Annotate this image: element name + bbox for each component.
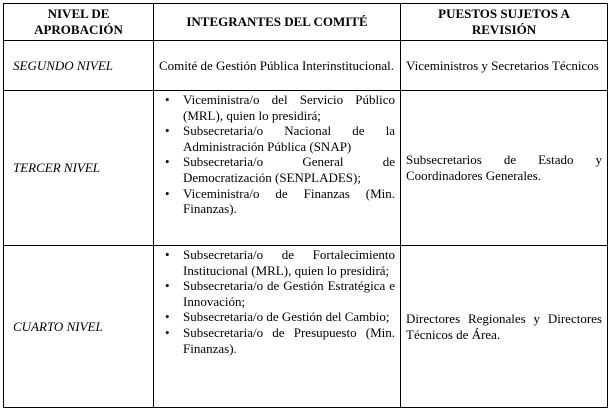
list-item bbox=[165, 309, 395, 325]
level-cell: TERCER NIVEL bbox=[4, 91, 154, 246]
level-cell: CUARTO NIVEL bbox=[4, 246, 154, 408]
members-list bbox=[159, 92, 395, 217]
list-item-text: Viceministra/o de Finanzas (Min. Finanzas). bbox=[183, 185, 395, 217]
posts-cell: Subsecretarios de Estado y Coordinadores Generales. bbox=[401, 91, 608, 246]
bullet-icon: • bbox=[165, 309, 170, 325]
list-item-text: Subsecretaria/o de Gestión Estratégica e Innovación; bbox=[183, 278, 395, 309]
bullet-icon: • bbox=[165, 247, 170, 262]
bullet-icon: • bbox=[165, 92, 170, 107]
list-item-text: Subsecretaria/o General de Democratización (SENPLADES); bbox=[183, 154, 395, 185]
list-item bbox=[165, 92, 395, 123]
list-item bbox=[165, 154, 395, 185]
list-item-text: Subsecretaria/o de Presupuesto (Min. Finanzas). bbox=[183, 324, 395, 356]
list-item-text: Viceministra/o del Servicio Público (MRL), quien lo presidirá; bbox=[183, 92, 395, 123]
table-header-row bbox=[4, 4, 608, 41]
posts-cell: Directores Regionales y Directores Técnicos de Área. bbox=[401, 246, 608, 408]
members-cell bbox=[154, 91, 401, 246]
committee-table bbox=[3, 3, 608, 408]
bullet-icon: • bbox=[165, 278, 170, 294]
members-cell: Comité de Gestión Pública Interinstitucional. bbox=[154, 41, 401, 91]
bullet-icon: • bbox=[165, 324, 170, 340]
list-item bbox=[165, 278, 395, 309]
table-row bbox=[4, 91, 608, 246]
bullet-icon: • bbox=[165, 154, 170, 170]
bullet-icon: • bbox=[165, 185, 170, 201]
header-posts-under-review: PUESTOS SUJETOS A REVISIÓN bbox=[401, 4, 608, 41]
list-item-text: Subsecretaria/o de Fortalecimiento Institucional (MRL), quien lo presidirá; bbox=[183, 247, 395, 278]
bullet-icon: • bbox=[165, 123, 170, 139]
table-row bbox=[4, 41, 608, 91]
members-cell bbox=[154, 246, 401, 408]
members-list bbox=[159, 247, 395, 356]
list-item-text: Subsecretaria/o de Gestión del Cambio; bbox=[183, 309, 390, 325]
header-committee-members: INTEGRANTES DEL COMITÉ bbox=[154, 4, 401, 41]
list-item bbox=[165, 123, 395, 154]
list-item bbox=[165, 324, 395, 356]
posts-cell: Viceministros y Secretarios Técnicos bbox=[401, 41, 608, 91]
header-approval-level: NIVEL DE APROBACIÓN bbox=[4, 4, 154, 41]
list-item bbox=[165, 185, 395, 217]
level-cell: SEGUNDO NIVEL bbox=[4, 41, 154, 91]
list-item bbox=[165, 247, 395, 278]
list-item-text: Subsecretaria/o Nacional de la Administración Pública (SNAP) bbox=[183, 123, 395, 154]
table-row bbox=[4, 246, 608, 408]
